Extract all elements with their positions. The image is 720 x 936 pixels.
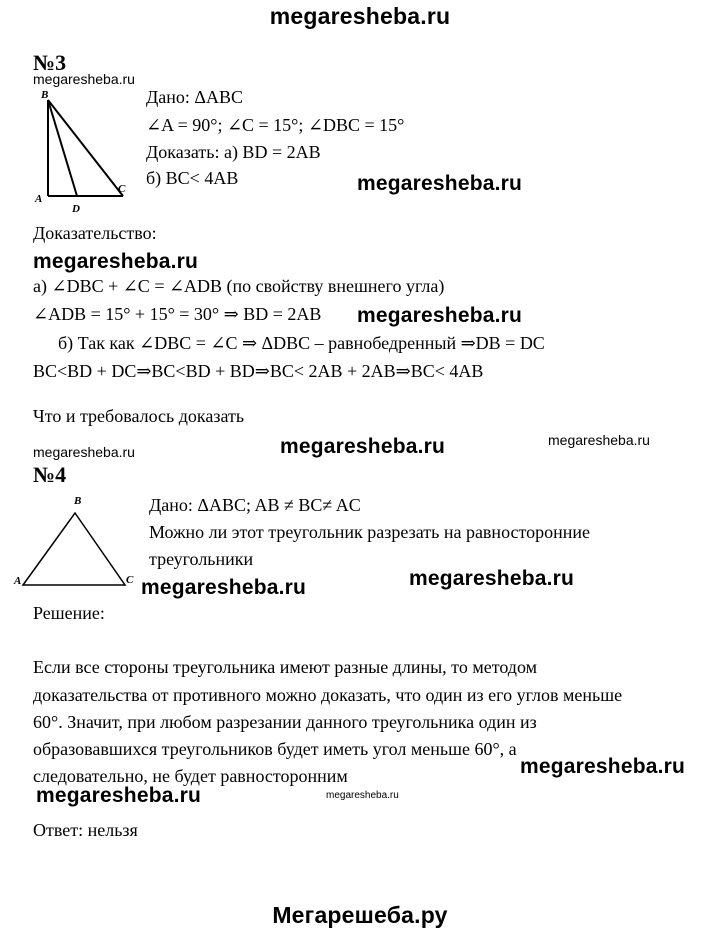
- task3-side-bc: [48, 100, 123, 196]
- task3-prove-a: Доказать: а) BD = 2AB: [146, 142, 321, 162]
- watermark: megaresheba.ru: [33, 444, 135, 460]
- task4-label-c: C: [126, 574, 134, 586]
- task4-solution-line3: 60°. Значит, при любом разрезании данного треугольника один из: [33, 712, 537, 732]
- task3-conclusion: Что и требовалось доказать: [33, 406, 245, 426]
- task3-number: №3: [33, 50, 67, 75]
- task4-solution-line1: Если все стороны треугольника имеют разные длины, то методом: [33, 657, 538, 677]
- task3-step3: б) Так как ∠DBC = ∠C ⇒ ΔDBC – равнобедренный ⇒DB = DC: [58, 333, 545, 353]
- task3-label-c: C: [118, 183, 126, 195]
- task3-label-b: B: [41, 89, 49, 101]
- watermark: megaresheba.ru: [280, 435, 446, 458]
- watermark: megaresheba.ru: [548, 432, 650, 448]
- watermark: megaresheba.ru: [520, 755, 686, 778]
- task4-number: №4: [33, 462, 67, 487]
- watermark: megaresheba.ru: [357, 304, 523, 327]
- task4-triangle-figure: [12, 494, 142, 590]
- task4-answer: Ответ: нельзя: [33, 820, 138, 840]
- task3-step2: ∠ADB = 15° + 15° = 30° ⇒ BD = 2AB: [33, 304, 322, 324]
- task4-label-a: A: [14, 575, 22, 587]
- task3-triangle-figure: [30, 86, 140, 216]
- task3-proof-title: Доказательство:: [33, 223, 157, 243]
- task4-question-line1: Можно ли этот треугольник разрезать на равносторонние: [149, 522, 591, 542]
- task4-solution-title: Решение:: [33, 603, 105, 623]
- footer-site-title: Мегарешеба.ру: [272, 902, 448, 928]
- task4-label-b: B: [74, 495, 82, 507]
- watermark: megaresheba.ru: [141, 576, 307, 599]
- task3-angles: ∠A = 90°; ∠C = 15°; ∠DBC = 15°: [146, 115, 405, 135]
- task4-question-line2: треугольники: [149, 549, 254, 569]
- watermark: megaresheba.ru: [36, 784, 202, 807]
- task3-label-d: D: [72, 203, 80, 215]
- header-site-title: megaresheba.ru: [269, 3, 451, 29]
- task4-solution-line5: следовательно, не будет равносторонним: [33, 766, 348, 786]
- watermark: megaresheba.ru: [409, 567, 575, 590]
- task4-given: Дано: ΔABC; AB ≠ BC≠ AC: [149, 495, 361, 515]
- watermark: megaresheba.ru: [326, 790, 399, 801]
- watermark: megaresheba.ru: [33, 71, 135, 87]
- watermark: megaresheba.ru: [357, 172, 523, 195]
- task4-solution-line2: доказательства от противного можно доказать, что один из его углов меньше: [33, 685, 623, 705]
- task3-given: Дано: ΔABC: [146, 87, 243, 107]
- task4-solution-line4: образовавшихся треугольников будет иметь угол меньше 60°, а: [33, 739, 517, 759]
- task3-label-a: A: [35, 193, 43, 205]
- task3-step1: а) ∠DBC + ∠C = ∠ADB (по свойству внешнего угла): [33, 276, 445, 296]
- task3-prove-b: б) BC< 4AB: [146, 168, 239, 188]
- task3-step4: BC<BD + DC⇒BC<BD + BD⇒BC< 2AB + 2AB⇒BC< 4AB: [33, 361, 484, 381]
- task3-segment-bd: [48, 100, 77, 196]
- task4-triangle: [23, 513, 125, 585]
- watermark: megaresheba.ru: [33, 250, 199, 273]
